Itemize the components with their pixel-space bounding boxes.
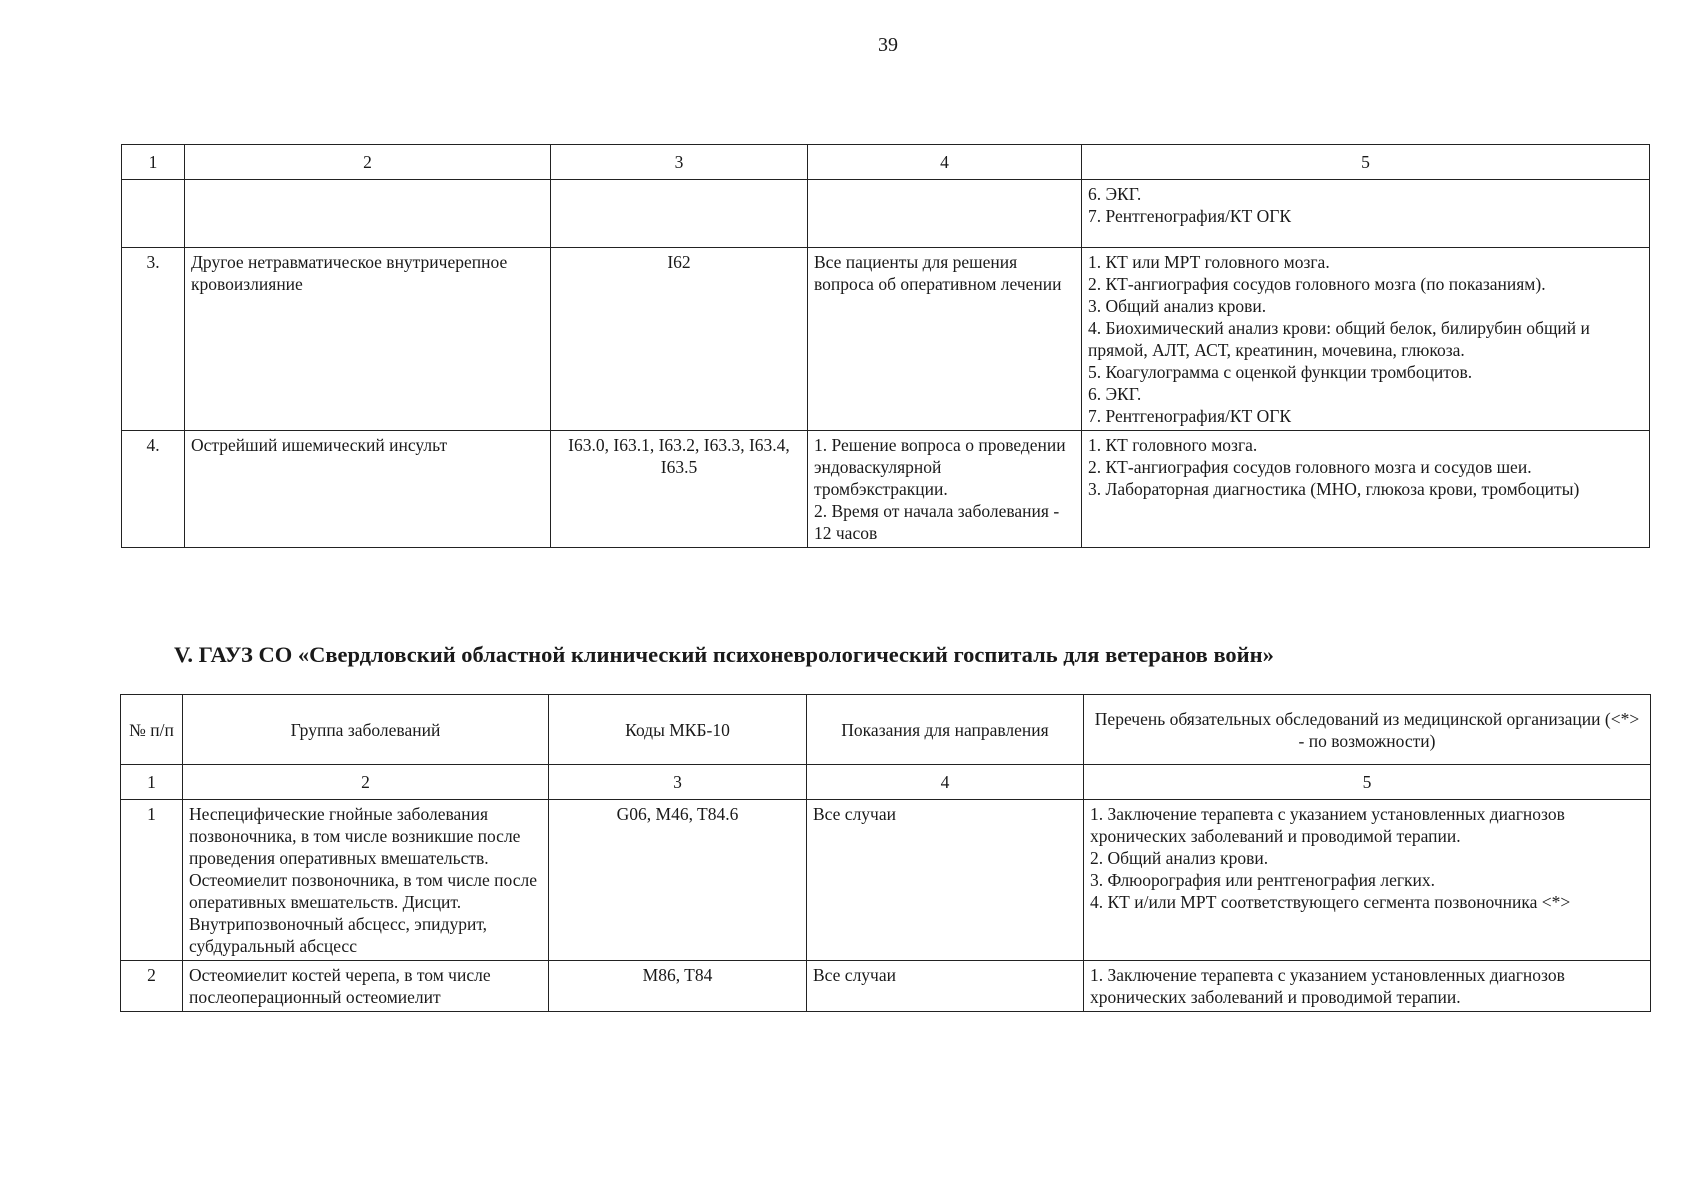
column-number: 3 <box>549 765 807 800</box>
exam-item: 6. ЭКГ. <box>1088 384 1142 404</box>
header-row <box>121 695 1651 765</box>
row-number-cell: 1 <box>121 800 183 961</box>
exam-item: 3. Флюорография или рентгенография легких. <box>1090 870 1436 890</box>
table-row <box>121 800 1651 961</box>
table-row <box>122 248 1650 431</box>
column-number: 4 <box>808 145 1082 180</box>
column-number: 2 <box>183 765 549 800</box>
column-number: 5 <box>1084 765 1651 800</box>
exam-item: 6. ЭКГ. <box>1088 184 1142 204</box>
row-number-cell <box>122 180 185 248</box>
section-title: V. ГАУЗ СО «Свердловский областной клинический психоневрологический госпиталь для ветеранов войн» <box>174 642 1274 667</box>
referral-table <box>120 694 1651 1012</box>
disease-group-cell: Другое нетравматическое внутричерепное кровоизлияние <box>185 248 551 431</box>
exam-item: 1. Заключение терапевта с указанием установленных диагнозов хронических заболеваний и проводимой терапии. <box>1090 804 1565 846</box>
table-row <box>121 961 1651 1012</box>
column-number: 4 <box>807 765 1084 800</box>
column-number-row <box>121 765 1651 800</box>
exam-item: 4. Биохимический анализ крови: общий белок, билирубин общий и прямой, АЛТ, АСТ, креатинин, мочевина, глюкоза. <box>1088 318 1590 360</box>
icd-codes-cell: G06, M46, T84.6 <box>549 800 807 961</box>
header-cell-number: № п/п <box>121 695 183 765</box>
exam-item: 4. КТ и/или МРТ соответствующего сегмента позвоночника <*> <box>1090 892 1571 912</box>
header-cell-indications: Показания для направления <box>807 695 1084 765</box>
column-number: 1 <box>122 145 185 180</box>
indications-cell: Все случаи <box>807 800 1084 961</box>
indication-item: 2. Время от начала заболевания - 12 часов <box>814 501 1060 543</box>
icd-codes-cell: M86, T84 <box>549 961 807 1012</box>
indications-cell <box>808 248 1082 431</box>
disease-group-cell <box>185 180 551 248</box>
exam-item: 5. Коагулограмма с оценкой функции тромбоцитов. <box>1088 362 1473 382</box>
exams-cell <box>1082 180 1650 248</box>
disease-group-cell: Неспецифические гнойные заболевания позвоночника, в том числе возникшие после проведения оперативных вмешательств. Остеомиелит позвоночника, в том числе после оперативных вмешательств. Дисцит. Внутрипозвоночный абсцесс, эпидурит, субдуральный абсцесс <box>183 800 549 961</box>
column-number: 1 <box>121 765 183 800</box>
disease-group-cell: Острейший ишемический инсульт <box>185 431 551 548</box>
header-cell-exams: Перечень обязательных обследований из медицинской организации (<*> - по возможности) <box>1084 695 1651 765</box>
diagnostics-table-continued <box>121 144 1650 548</box>
exam-item: 7. Рентгенография/КТ ОГК <box>1088 406 1292 426</box>
exams-cell <box>1082 248 1650 431</box>
icd-codes-cell <box>551 180 808 248</box>
row-number-cell: 2 <box>121 961 183 1012</box>
exams-cell <box>1082 431 1650 548</box>
indications-cell <box>808 431 1082 548</box>
column-number: 3 <box>551 145 808 180</box>
exam-item: 1. Заключение терапевта с указанием установленных диагнозов хронических заболеваний и проводимой терапии. <box>1090 965 1565 1007</box>
column-number: 2 <box>185 145 551 180</box>
row-number-cell: 3. <box>122 248 185 431</box>
exam-item: 2. КТ-ангиография сосудов головного мозга и сосудов шеи. <box>1088 457 1532 477</box>
page-number: 39 <box>878 34 898 56</box>
indication-item: 1. Решение вопроса о проведении эндоваскулярной тромбэкстракции. <box>814 435 1066 499</box>
header-cell-codes: Коды МКБ-10 <box>549 695 807 765</box>
exam-item: 2. КТ-ангиография сосудов головного мозга (по показаниям). <box>1088 274 1546 294</box>
row-number-cell: 4. <box>122 431 185 548</box>
exam-item: 2. Общий анализ крови. <box>1090 848 1269 868</box>
indications-cell: Все случаи <box>807 961 1084 1012</box>
exam-item: 3. Лабораторная диагностика (МНО, глюкоза крови, тромбоциты) <box>1088 479 1580 499</box>
icd-codes-cell: I63.0, I63.1, I63.2, I63.3, I63.4, I63.5 <box>551 431 808 548</box>
table-row <box>122 431 1650 548</box>
header-cell-group: Группа заболеваний <box>183 695 549 765</box>
indications-cell <box>808 180 1082 248</box>
indication-item: Все пациенты для решения вопроса об оперативном лечении <box>814 252 1062 294</box>
column-number: 5 <box>1082 145 1650 180</box>
exams-cell <box>1084 800 1651 961</box>
table-row <box>122 180 1650 248</box>
exam-item: 7. Рентгенография/КТ ОГК <box>1088 206 1292 226</box>
exams-cell <box>1084 961 1651 1012</box>
exam-item: 3. Общий анализ крови. <box>1088 296 1267 316</box>
exam-item: 1. КТ или МРТ головного мозга. <box>1088 252 1330 272</box>
disease-group-cell: Остеомиелит костей черепа, в том числе послеоперационный остеомиелит <box>183 961 549 1012</box>
icd-codes-cell: I62 <box>551 248 808 431</box>
column-number-row <box>122 145 1650 180</box>
exam-item: 1. КТ головного мозга. <box>1088 435 1258 455</box>
